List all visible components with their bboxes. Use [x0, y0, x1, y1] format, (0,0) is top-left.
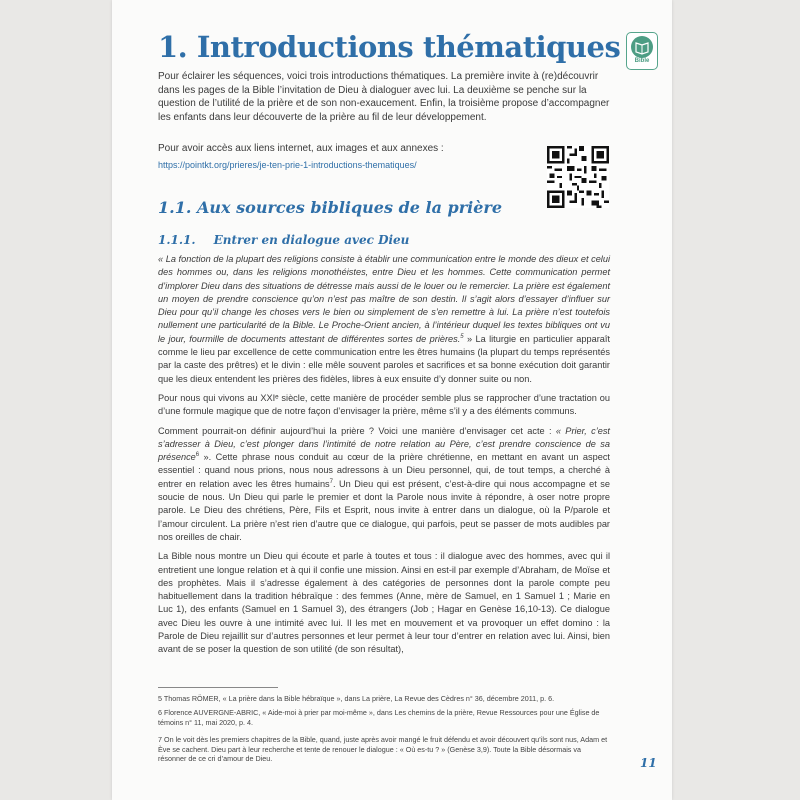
paragraph-1-rest: La liturgie en particulier apparaît comme le lieu par excellence de cette communication entre les êtres humains (la plupart du temps représentés par la caste des prêtres) et le divin : elle mêle souvent paroles et sacrifices et sa bonne exécution doit garantir que les dieux entendent les prières des fidèles, libres à eux ensuite d’y donner suite ou non.	[158, 333, 610, 384]
paragraph-3-quote: « Prier, c’est s’adresser à Dieu, c’est plonger dans l’intimité de notre relation au Père, c’est prendre conscience de sa présence	[158, 425, 610, 463]
footnote-7: 7 On le voit dès les premiers chapitres de la Bible, quand, juste après avoir mangé le fruit défendu et avoir découvert qu’ils sont nus, Adam et Ève se cachent. Dieu part à leur recherche et tente de renouer le dialogue : « Où es-tu ? » (Genèse 3,9). Toute la Bible désormais va résonner de ce cri d’amour de Dieu.	[158, 735, 608, 763]
footnote-5: 5 Thomas RÖMER, « La prière dans la Bible hébraïque », dans La prière, La Revue des Cèdres n° 36, décembre 2011, p. 6.	[158, 694, 555, 703]
footnote-ref-7: 7	[329, 478, 333, 485]
paragraph-2: Pour nous qui vivons au XXIᵉ siècle, cette manière de procéder semble plus se rapprocher d’une tractation ou d’une formule magique que de notre façon d’envisager la prière, même s’il y a des éléments communs.	[158, 392, 610, 417]
paragraph-3	[158, 425, 610, 545]
intro-paragraph: Pour éclairer les séquences, voici trois introductions thématiques. La première invite à (re)découvrir dans les pages de la Bible l’invitation de Dieu à dialoguer avec lui. La deuxième se penche sur la question de l’utilité de la prière et de son non-exaucement. Enfin, la troisième propose d’accompagner les enfants dans leur découverte de la prière au fil de leur développement.	[158, 71, 610, 123]
footnote-6: 6 Florence AUVERGNE-ABRIC, « Aide-moi à prier par moi-même », dans Les chemins de la prière, Revue Ressources pour une Église de témoins n° 11, mai 2020, p. 4.	[158, 708, 600, 727]
logo-label: Bible	[634, 58, 650, 64]
subsection-title: Entrer en dialogue avec Dieu	[213, 233, 410, 247]
paragraph-3-start: Comment pourrait-on définir aujourd’hui la prière ? Voici une manière d’envisager cet acte :	[158, 425, 556, 436]
paragraph-3-middle: ». Cette phrase nous conduit au cœur de la prière chrétienne, en mettant en avant un aspect essentiel : quand nous prions, nous nous adressons à un Dieu personnel, qui, de tout temps, a cherché à entrer en relation avec les êtres humains	[158, 452, 610, 489]
footnote-divider	[158, 687, 278, 688]
book-icon	[627, 33, 657, 61]
page-title: 1. Introductions thématiques	[158, 30, 621, 64]
subsection-number: 1.1.1.	[158, 233, 196, 247]
paragraph-4: La Bible nous montre un Dieu qui écoute et parle à toutes et tous : il dialogue avec des hommes, avec qui il entretient une longue relation et à qui il confie une mission. Ainsi en est-il par exemple d’Abraham, de Moïse et des prophètes. Mais il s’adresse également à des catégories de personnes dont la parole compte peu habituellement dans la tradition hébraïque : des femmes (Anne, mère de Samuel, en 1 Samuel 1 ; Marie en Luc 1), des enfants (Samuel en 1 Samuel 3), des étrangers (Job ; Hagar en Genèse 16,10-13). Ce dialogue avec Dieu les ouvre à une intimité avec lui. Il les met en mouvement et va provoquer un effet domino : la Parole de Dieu rejaillit sur d’autres personnes et leur permet à leur tour d’entrer en relation avec lui. Ainsi, bien avant de se poser la question de son utilité (de son résultat),	[158, 551, 610, 655]
page-number: 11	[640, 756, 657, 770]
access-text: Pour avoir accès aux liens internet, aux images et aux annexes :	[158, 143, 444, 154]
subsection-heading	[158, 233, 409, 247]
quote-text: « La fonction de la plupart des religions consiste à établir une communication entre le monde des dieux et celui des hommes ou, dans les religions monothéistes, entre Dieu et les hommes. Cette communication permet d’implorer Dieu dans des situations de détresse mais aussi de le louer ou le remercier. La prière est également un moyen de prendre conscience qu’on n’est pas maître de son destin. Il s’agit alors d’essayer d’influer sur Dieu pour qu’il change les choses vers le bien ou simplement de s’en remettre à lui. La prière n’est toutefois nullement une particularité de la Bible. Le Proche-Orient ancien, à l’intérieur duquel les textes bibliques ont vu le jour, fourmille de documents attestant de différentes sortes de prières.	[158, 254, 610, 344]
bible-logo-icon	[626, 32, 658, 70]
paragraph-3-end: . Un Dieu qui est présent, c’est-à-dire qui nous accompagne et se soucie de nous. Un Dieu qui parle le premier et dont la Parole nous invite à répondre, à oser notre propre parole. Le Dieu des chrétiens, Père, Fils et Esprit, nous invite à entrer dans un dialogue, où la P/parole et l’amour circulent. La prière n’est rien d’autre que ce dialogue, qui parfois, peut se passer de mots audibles par nos oreilles de chair.	[158, 478, 610, 542]
body-text	[158, 253, 610, 663]
footnote-ref-5: 5	[460, 333, 464, 340]
quote-close: »	[463, 333, 473, 344]
section-heading: 1.1. Aux sources bibliques de la prière	[158, 198, 502, 217]
quote-paragraph	[158, 253, 610, 386]
resource-link[interactable]: https://pointkt.org/prieres/je-ten-prie-1-introductions-thematiques/	[158, 160, 417, 170]
qr-code-icon[interactable]	[547, 146, 609, 208]
footnote-ref-6: 6	[195, 452, 200, 459]
